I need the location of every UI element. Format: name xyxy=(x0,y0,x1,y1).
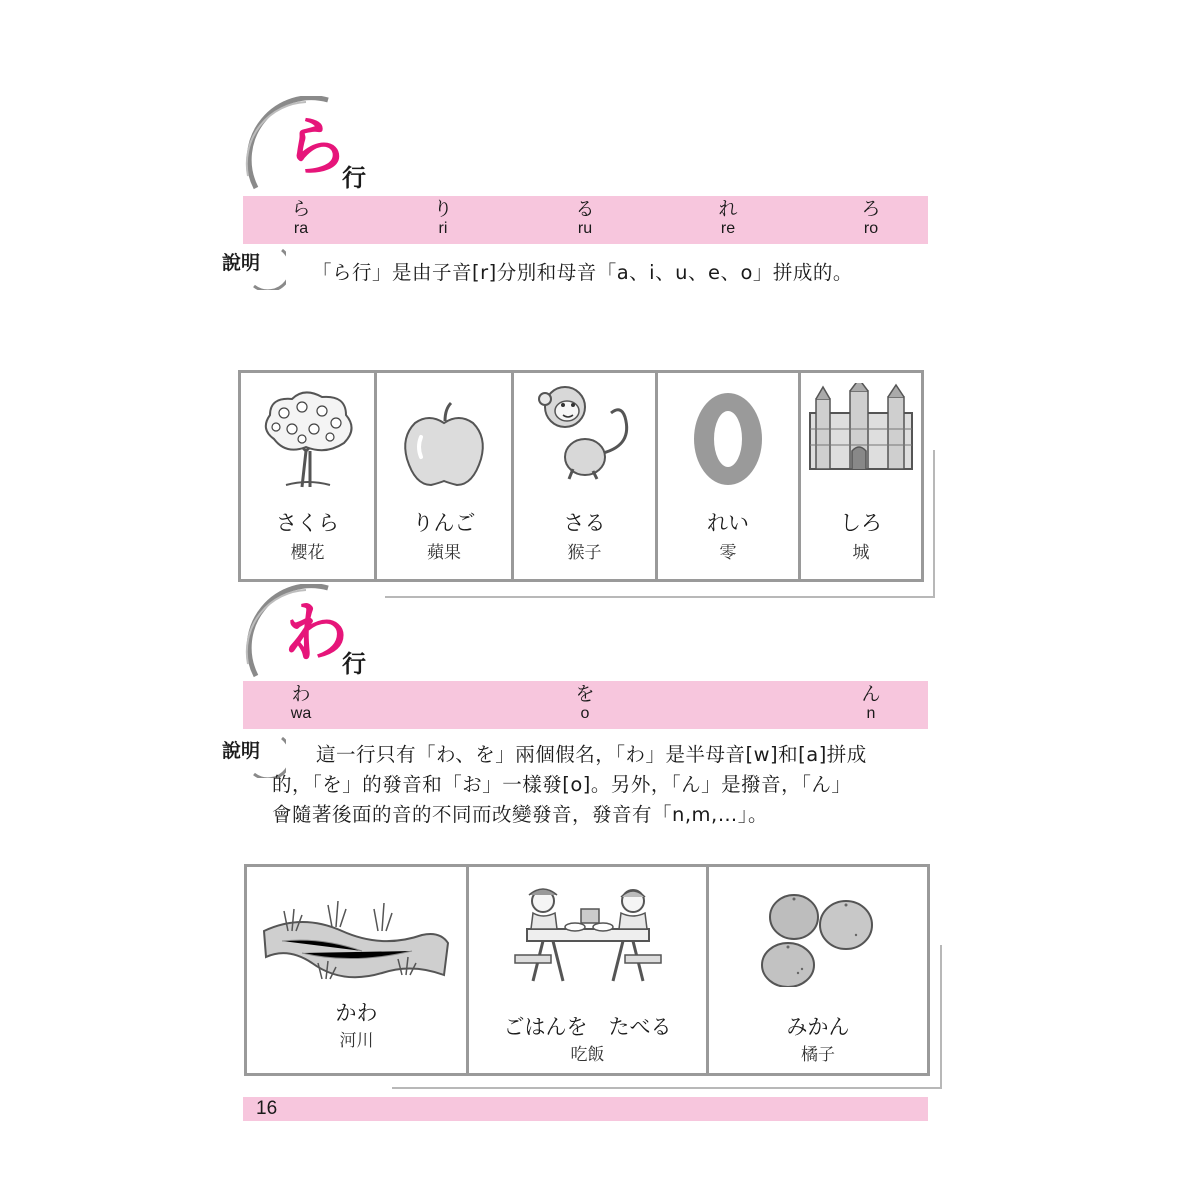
vocab-meaning: 吃飯 xyxy=(570,1045,605,1065)
cherry-tree-icon xyxy=(256,389,360,489)
romaji: ri xyxy=(438,220,448,237)
vocab-word: れい xyxy=(707,511,749,535)
vocab-word: さくら xyxy=(276,511,339,535)
kana-char: ら xyxy=(291,198,311,220)
explanation-label: 說明 xyxy=(222,252,261,274)
explanation-text xyxy=(312,258,912,288)
kana-cell xyxy=(545,681,625,724)
kana-cell xyxy=(831,681,911,724)
vocab-card xyxy=(377,373,514,579)
vocab-card xyxy=(469,867,709,1073)
kana-cell xyxy=(261,196,341,239)
vocab-card xyxy=(247,867,469,1073)
kana-char: り xyxy=(433,198,453,220)
vocab-meaning: 櫻花 xyxy=(290,543,325,563)
zero-icon xyxy=(688,389,768,489)
kana-cell xyxy=(261,681,341,724)
apple-icon xyxy=(399,401,489,491)
kana-char: る xyxy=(575,198,595,220)
footer-bar xyxy=(243,1097,928,1121)
romaji: ru xyxy=(577,220,593,237)
explanation-line: 這一行只有「わ、を」兩個假名，「わ」是半母音[w]和[a]拼成 xyxy=(316,743,867,766)
castle-icon xyxy=(806,383,916,473)
vocab-word: ごはんを たべる xyxy=(503,1015,672,1039)
kana-cell xyxy=(545,196,625,239)
romaji: re xyxy=(720,220,736,237)
vocab-meaning: 河川 xyxy=(339,1031,374,1051)
kana-char: を xyxy=(575,683,595,705)
vocab-card xyxy=(709,867,927,1073)
vocab-meaning: 城 xyxy=(852,543,870,563)
kana-char: ん xyxy=(861,683,881,705)
vocab-meaning: 零 xyxy=(719,543,737,563)
romaji: ra xyxy=(293,220,309,237)
monkey-icon xyxy=(535,383,635,483)
vocab-card xyxy=(241,373,377,579)
vocab-word: みかん xyxy=(786,1015,850,1039)
kana-row-bar xyxy=(243,196,928,244)
kana-cell xyxy=(403,196,483,239)
kana-char: わ xyxy=(291,683,311,705)
vocab-word: かわ xyxy=(335,1001,378,1025)
vocab-card-row xyxy=(238,370,924,582)
page-number: 16 xyxy=(256,1098,278,1119)
vocab-word: りんご xyxy=(412,511,476,535)
explanation-line: 「ら行」是由子音[r]分別和母音「a、i、u、e、o」拼成的。 xyxy=(312,261,853,284)
kana-char: れ xyxy=(718,198,738,220)
vocab-word: さる xyxy=(563,511,606,535)
section-heading-kana: ら xyxy=(284,111,348,185)
vocab-meaning: 蘋果 xyxy=(427,543,461,563)
romaji: n xyxy=(866,705,876,722)
vocab-meaning: 橘子 xyxy=(801,1045,835,1065)
vocab-meaning: 猴子 xyxy=(567,543,602,563)
explanation-text xyxy=(272,740,932,830)
section-heading-gyo: 行 xyxy=(342,164,366,192)
romaji: ro xyxy=(863,220,879,237)
river-icon xyxy=(262,891,452,991)
section-heading-gyo: 行 xyxy=(342,650,366,678)
explanation-line: 會隨著後面的音的不同而改變發音，發音有「n,m,…」。 xyxy=(272,803,769,826)
vocab-word: しろ xyxy=(840,511,882,535)
vocab-card xyxy=(801,373,921,579)
vocab-card xyxy=(514,373,658,579)
explanation-line: 的，「を」的發音和「お」一樣發[o]。另外，「ん」是撥音，「ん」 xyxy=(272,773,852,796)
kana-char: ろ xyxy=(861,198,881,220)
vocab-card xyxy=(658,373,801,579)
picnic-icon xyxy=(513,885,663,985)
explanation-label: 說明 xyxy=(222,740,261,762)
kana-cell xyxy=(831,196,911,239)
tangerine-icon xyxy=(758,887,878,987)
kana-row-bar xyxy=(243,681,928,729)
vocab-card-row xyxy=(244,864,930,1076)
kana-cell xyxy=(688,196,768,239)
romaji: o xyxy=(580,705,590,722)
romaji: wa xyxy=(290,705,312,722)
section-heading-kana: わ xyxy=(284,597,348,671)
